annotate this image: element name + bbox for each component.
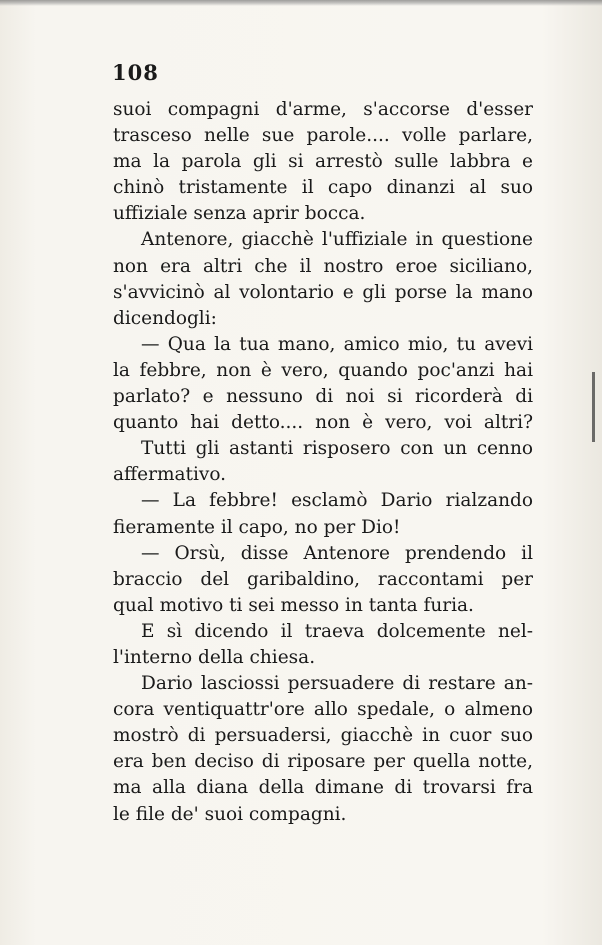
page-right-edge-mark	[592, 372, 595, 442]
text-line: affermativo.	[113, 464, 227, 486]
body-text	[113, 97, 533, 828]
text-line: l'interno della chiesa.	[113, 646, 316, 668]
text-line: uffiziale senza aprir bocca.	[113, 203, 366, 225]
text-line: Antenore, giacchè l'uffiziale in questione	[141, 229, 533, 251]
text-line: la febbre, non è vero, quando poc'anzi hai	[113, 359, 533, 381]
text-line: fieramente il capo, no per Dio!	[113, 516, 401, 538]
text-line: dicendogli:	[113, 307, 217, 329]
text-line: non era altri che il nostro eroe siciliano,	[113, 255, 533, 277]
text-line: cora ventiquattr'ore allo spedale, o almeno	[113, 699, 533, 721]
text-line: trasceso nelle sue parole.... volle parlare,	[113, 125, 533, 147]
text-line: mostrò di persuadersi, giacchè in cuor suo	[113, 725, 533, 747]
text-line: — Orsù, disse Antenore prendendo il	[141, 542, 533, 564]
text-line: ma la parola gli si arrestò sulle labbra e	[113, 151, 533, 173]
text-line: s'avvicinò al volontario e gli porse la mano	[113, 281, 533, 303]
text-line: suoi compagni d'arme, s'accorse d'esser	[113, 99, 533, 120]
text-line: le file de' suoi compagni.	[113, 803, 347, 825]
text-line: parlato? e nessuno di noi si ricorderà di	[113, 386, 533, 408]
text-line: Dario lasciossi persuadere di restare an-	[141, 673, 533, 695]
text-line: — Qua la tua mano, amico mio, tu avevi	[141, 333, 533, 355]
text-line: qual motivo ti sei messo in tanta furia.	[113, 594, 474, 616]
page-top-edge	[0, 0, 602, 6]
text-line: ma alla diana della dimane di trovarsi fra	[113, 777, 533, 799]
text-line: E sì dicendo il traeva dolcemente nel-	[141, 620, 533, 642]
text-line: era ben deciso di riposare per quella notte,	[113, 751, 533, 773]
text-line: braccio del garibaldino, raccontami per	[113, 568, 533, 590]
text-line: — La febbre! esclamò Dario rialzando	[141, 490, 533, 512]
text-line: quanto hai detto.... non è vero, voi altri?	[113, 412, 533, 434]
text-line: Tutti gli astanti risposero con un cenno	[141, 438, 533, 460]
text-line: chinò tristamente il capo dinanzi al suo	[113, 177, 533, 199]
page-number: 108	[112, 60, 159, 85]
